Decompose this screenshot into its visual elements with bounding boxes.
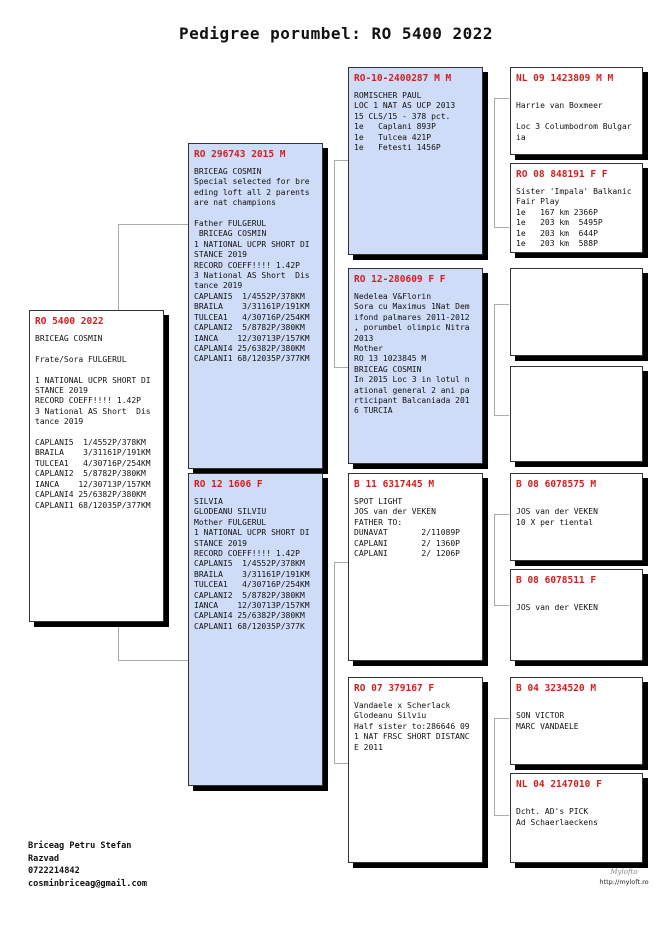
owner-phone: 0722214842 — [28, 866, 80, 876]
owner-email[interactable]: cosminbriceag@gmail.com — [28, 878, 147, 889]
connector-subject-father — [118, 224, 189, 311]
ring-number: NL 04 2147010 F — [516, 779, 602, 790]
pigeon-details: Vandaele x Scherlack Glodeanu Silviu Half sister to:286646 09 1 NAT FRSC SHORT DISTANC E 2011 — [354, 701, 470, 752]
ring-number: B 08 6078575 M — [516, 479, 597, 490]
ring-number: RO 08 848191 F F — [516, 169, 608, 180]
pedigree-card-mother[interactable] — [188, 473, 323, 786]
pedigree-card-mf-sire[interactable] — [510, 473, 643, 561]
pigeon-details: Harrie van Boxmeer Loc 3 Columbodrom Bulgar ia — [516, 101, 632, 142]
connector-ff-parents — [494, 98, 509, 228]
ring-number: B 11 6317445 M — [354, 479, 435, 490]
pedigree-card-father-dam[interactable] — [348, 268, 483, 464]
ring-number: B 08 6078511 F — [516, 575, 597, 586]
pigeon-details: SON VICTOR MARC VANDAELE — [516, 711, 579, 731]
pedigree-card-mother-sire[interactable] — [348, 473, 483, 661]
ring-number: RO 296743 2015 M — [194, 149, 286, 160]
pedigree-card-ff-dam[interactable] — [510, 163, 643, 253]
pigeon-details: Nedelea V&Florin Sora cu Maximus 1Nat Dem ifond palmares 2011-2012 , porumbel olimpic Nitra 2013 Mother RO 13 1023845 M BRICEAG COSMIN In 2015 Loc 3 in lotul n ational general 2 ani pa rticipant Balcaniada 201 6 TURCIA — [354, 292, 470, 416]
pigeon-details: Sister 'Impala' Balkanic Fair Play 1e 167 km 2366P 1e 203 km 5495P 1e 203 km 644P 1e 203 km 588P — [516, 187, 632, 249]
pigeon-details: BRICEAG COSMIN Frate/Sora FULGERUL 1 NATIONAL UCPR SHORT DI STANCE 2019 RECORD COEFF!!!! 1.42P 3 National AS Short Dis tance 2019 CAPLANI5 1/4552P/378KM BRAILA 3/31161P/191KM TULCEA1 4/30716P/254KM CAPLANI2 5/8782P/380KM IANCA 12/30713P/157KM CAPLANI4 25/6382P/380KM CAPLANI1 68/12035P/377KM — [35, 334, 151, 510]
ring-number: RO 5400 2022 — [35, 316, 104, 327]
pigeon-details: JOS van der VEKEN 10 X per tiental — [516, 507, 598, 527]
pigeon-details: Dcht. AD's PICK Ad Schaerlaeckens — [516, 807, 598, 827]
ring-number: B 04 3234520 M — [516, 683, 597, 694]
page-title: Pedigree porumbel: RO 5400 2022 — [178, 24, 494, 43]
ring-number: RO 07 379167 F — [354, 683, 435, 694]
pedigree-card-mf-dam[interactable] — [510, 569, 643, 661]
connector-fm-parents — [494, 304, 509, 416]
pigeon-details: SILVIA GLODEANU SILVIU Mother FULGERUL 1 NATIONAL UCPR SHORT DI STANCE 2019 RECORD COEFF!!!! 1.42P CAPLANI5 1/4552P/378KM BRAILA 3/31161P/191KM TULCEA1 4/30716P/254KM CAPLANI2 5/8782P/380KM IANCA 12/30713P/157KM CAPLANI4 25/6382P/380KM CAPLANI1 68/12035P/377K — [194, 497, 310, 631]
myloft-logo — [596, 868, 652, 892]
connector-mother-parents — [334, 562, 349, 764]
pedigree-card-mother-dam[interactable] — [348, 677, 483, 863]
pigeon-details: SPOT LIGHT JOS van der VEKEN FATHER TO: DUNAVAT 2/11089P CAPLANI 2/ 1360P CAPLANI 2/ 1206P — [354, 497, 460, 559]
pigeon-details: JOS van der VEKEN — [516, 603, 598, 613]
ring-number: RO 12 1606 F — [194, 479, 263, 490]
connector-father-parents — [334, 160, 349, 368]
pedigree-card-fm-dam[interactable] — [510, 366, 643, 462]
pedigree-card-ff-sire[interactable] — [510, 67, 643, 155]
pedigree-card-mm-dam[interactable] — [510, 773, 643, 863]
connector-mf-parents — [494, 514, 509, 606]
pedigree-card-father-sire[interactable] — [348, 67, 483, 255]
ring-number: RO 12-280609 F F — [354, 274, 446, 285]
pedigree-card-fm-sire[interactable] — [510, 268, 643, 356]
connector-mm-parents — [494, 718, 509, 816]
ring-number: RO-10-2400287 M M — [354, 73, 452, 84]
pedigree-card-mm-sire[interactable] — [510, 677, 643, 765]
ring-number: NL 09 1423809 M M — [516, 73, 614, 84]
logo-signature: Mylofto — [610, 868, 638, 876]
pigeon-details: BRICEAG COSMIN Special selected for bre eding loft all 2 parents are nat champions Father FULGERUL BRICEAG COSMIN 1 NATIONAL UCPR SHORT DI STANCE 2019 RECORD COEFF!!!! 1.42P 3 National AS Short Dis tance 2019 CAPLANI5 1/4552P/378KM BRAILA 3/31161P/191KM TULCEA1 4/30716P/254KM CAPLANI2 5/8782P/380KM IANCA 12/30713P/157KM CAPLANI4 25/6382P/380KM CAPLANI1 68/12035P/377KM — [194, 167, 310, 364]
owner-name: Briceag Petru Stefan — [28, 841, 132, 851]
connector-subject-mother — [118, 622, 189, 661]
pedigree-card-subject[interactable] — [29, 310, 164, 622]
logo-url[interactable]: http://myloft.ro — [599, 878, 649, 886]
pigeon-details: ROMISCHER PAUL LOC 1 NAT AS UCP 2013 15 CLS/15 - 378 pct. 1e Caplani 893P 1e Tulcea 421P 1e Fetesti 1456P — [354, 91, 456, 153]
pedigree-card-father[interactable] — [188, 143, 323, 469]
owner-contact — [28, 840, 147, 890]
owner-city: Razvad — [28, 853, 60, 864]
